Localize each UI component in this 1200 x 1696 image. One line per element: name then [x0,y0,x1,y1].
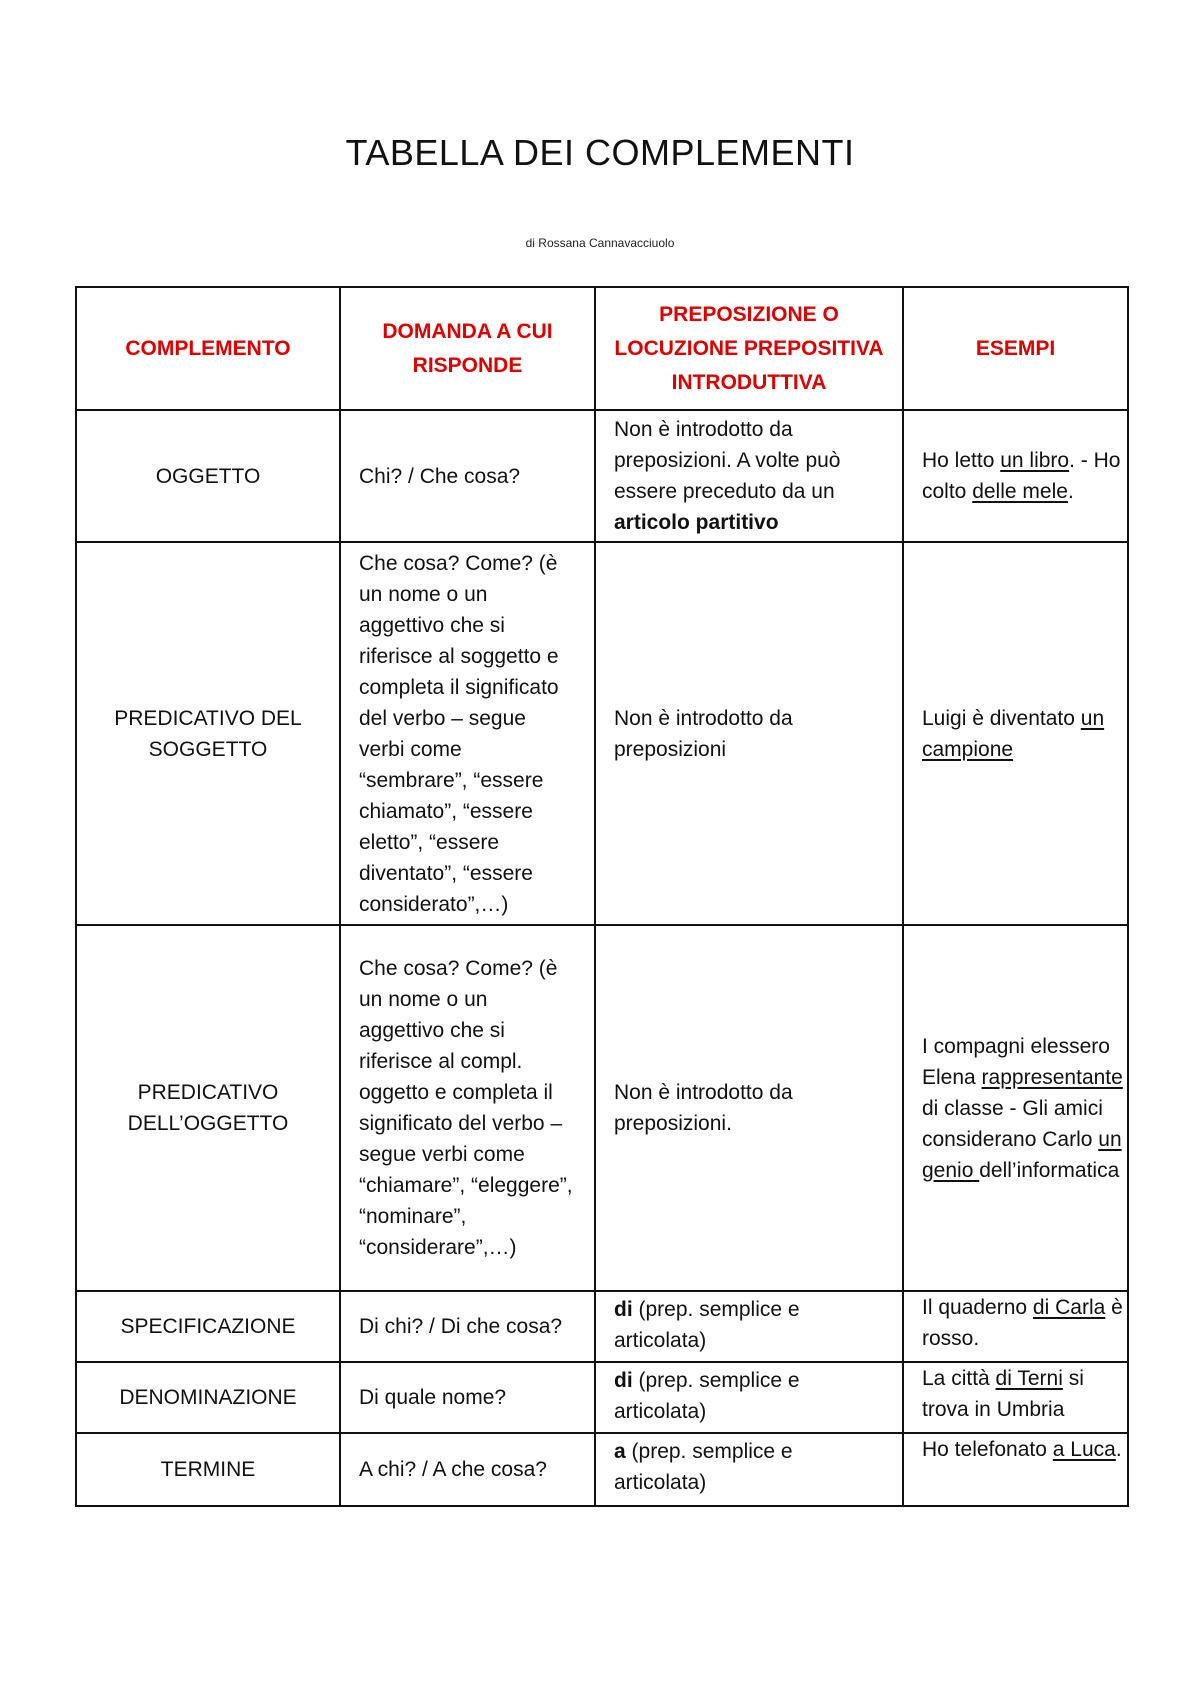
author-line: di Rossana Cannavacciuolo [525,236,675,250]
row-preposition: Non è introdotto da preposizioni [595,542,903,925]
page-title: TABELLA DEI COMPLEMENTI [345,132,855,173]
table-row [76,1291,1128,1362]
row-preposition: Non è introdotto da preposizioni. [595,925,903,1291]
row-name: OGGETTO [76,410,340,542]
row-question: A chi? / A che cosa? [340,1433,595,1506]
header-preposizione: PREPOSIZIONE O LOCUZIONE PREPOSITIVA INTRODUTTIVA [595,287,903,410]
row-name: PREDICATIVO DEL SOGGETTO [76,542,340,925]
row-example: I compagni elessero Elena rappresentante di classe - Gli amici considerano Carlo un genio dell’informatica [903,925,1128,1291]
header-domanda: DOMANDA A CUI RISPONDE [340,287,595,410]
row-preposition: Non è introdotto da preposizioni. A volte può essere preceduto da un articolo partitivo [595,410,903,542]
table-header-row [76,287,1128,410]
row-example: Ho letto un libro. - Ho colto delle mele. [903,410,1128,542]
header-esempi: ESEMPI [903,287,1128,410]
row-example: Luigi è diventato un campione [903,542,1128,925]
row-question: Che cosa? Come? (è un nome o un aggettivo che si riferisce al compl. oggetto e completa il significato del verbo – segue verbi come “chiamare”, “eleggere”, “nominare”, “considerare”,…) [340,925,595,1291]
table-row [76,1433,1128,1506]
row-preposition: a (prep. semplice e articolata) [595,1433,903,1506]
row-name: DENOMINAZIONE [76,1362,340,1433]
table-row [76,1362,1128,1433]
row-question: Di quale nome? [340,1362,595,1433]
row-example: Ho telefonato a Luca. [903,1433,1128,1506]
header-complemento: COMPLEMENTO [76,287,340,410]
row-example: Il quaderno di Carla è rosso. [903,1291,1128,1362]
complements-table [75,286,1129,1507]
row-example: La città di Terni si trova in Umbria [903,1362,1128,1433]
row-question: Chi? / Che cosa? [340,410,595,542]
row-name: TERMINE [76,1433,340,1506]
table-row [76,542,1128,925]
row-question: Che cosa? Come? (è un nome o un aggettivo che si riferisce al soggetto e completa il significato del verbo – segue verbi come “sembrare”, “essere chiamato”, “essere eletto”, “essere diventato”, “essere considerato”,…) [340,542,595,925]
table-row [76,925,1128,1291]
row-name: SPECIFICAZIONE [76,1291,340,1362]
row-name: PREDICATIVO DELL’OGGETTO [76,925,340,1291]
table-row [76,410,1128,542]
row-preposition: di (prep. semplice e articolata) [595,1291,903,1362]
row-preposition: di (prep. semplice e articolata) [595,1362,903,1433]
row-question: Di chi? / Di che cosa? [340,1291,595,1362]
